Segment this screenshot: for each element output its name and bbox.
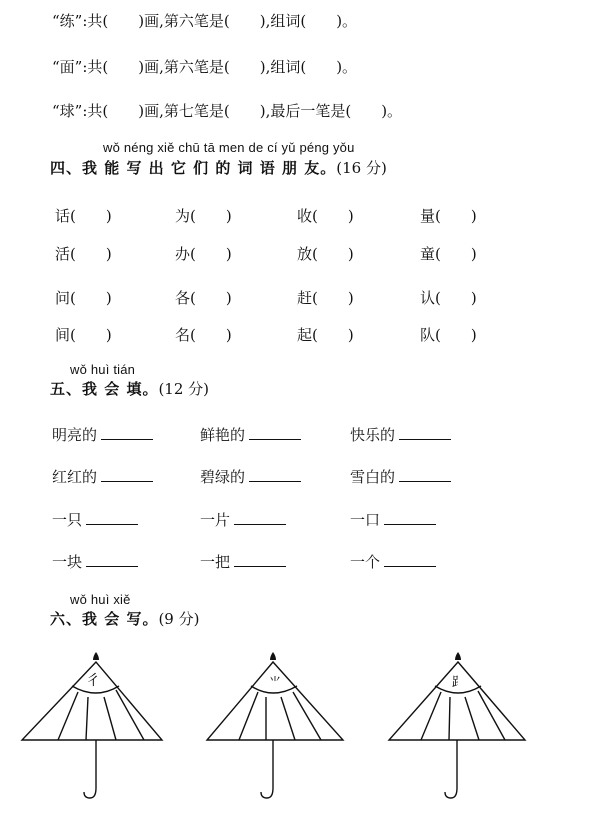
section6-pinyin: wǒ huì xiě xyxy=(70,592,131,607)
fill-label: 一只 xyxy=(52,511,83,529)
fill-item xyxy=(200,424,301,445)
word-cell: 队( ) xyxy=(420,326,477,344)
fill-item xyxy=(200,466,301,487)
fill-item xyxy=(350,509,436,530)
fill-label: 碧绿的 xyxy=(200,468,246,486)
fill-blank[interactable] xyxy=(101,427,153,440)
stroke-question-3: “球”:共( )画,第七笔是( ),最后一笔是( )。 xyxy=(52,102,403,120)
fill-blank[interactable] xyxy=(399,427,451,440)
fill-item xyxy=(52,466,153,487)
word-cell: 认( ) xyxy=(420,289,477,307)
section6-title-text: 六、我 会 写。 xyxy=(50,610,159,628)
stroke-question-2: “面”:共( )画,第六笔是( ),组词( )。 xyxy=(52,58,358,76)
fill-item xyxy=(52,509,138,530)
fill-item xyxy=(52,551,138,572)
fill-blank[interactable] xyxy=(234,512,286,525)
section4-title-text: 四、我 能 写 出 它 们 的 词 语 朋 友。 xyxy=(50,159,337,177)
word-cell: 童( ) xyxy=(420,245,477,263)
word-cell: 赶( ) xyxy=(297,289,354,307)
section6-points: (9 分) xyxy=(158,610,200,628)
fill-blank[interactable] xyxy=(384,512,436,525)
fill-item xyxy=(350,551,436,572)
section4-points: (16 分) xyxy=(336,159,387,177)
fill-label: 明亮的 xyxy=(52,426,98,444)
section4-pinyin: wǒ néng xiě chū tā men de cí yǔ péng yǒu xyxy=(103,140,355,155)
fill-label: 一口 xyxy=(350,511,381,529)
word-cell: 间( ) xyxy=(55,326,112,344)
fill-label: 一片 xyxy=(200,511,231,529)
word-cell: 起( ) xyxy=(297,326,354,344)
fill-item xyxy=(200,509,286,530)
umbrella-3 xyxy=(383,650,533,815)
section5-pinyin: wǒ huì tián xyxy=(70,362,136,377)
umbrella-2 xyxy=(203,650,353,815)
word-cell: 办( ) xyxy=(175,245,232,263)
word-cell: 问( ) xyxy=(55,289,112,307)
fill-blank[interactable] xyxy=(86,554,138,567)
fill-label: 一块 xyxy=(52,553,83,571)
word-cell: 放( ) xyxy=(297,245,354,263)
umbrella-1 xyxy=(16,650,166,815)
umbrella-2-radical: ⺌ xyxy=(268,675,282,689)
fill-label: 雪白的 xyxy=(350,468,396,486)
word-cell: 话( ) xyxy=(55,207,112,225)
section5-points: (12 分) xyxy=(158,380,210,398)
fill-item xyxy=(350,424,451,445)
fill-label: 一个 xyxy=(350,553,381,571)
fill-blank[interactable] xyxy=(399,469,451,482)
word-cell: 量( ) xyxy=(420,207,477,225)
fill-label: 红红的 xyxy=(52,468,98,486)
word-cell: 活( ) xyxy=(55,245,112,263)
fill-blank[interactable] xyxy=(249,427,301,440)
fill-blank[interactable] xyxy=(249,469,301,482)
fill-item xyxy=(200,551,286,572)
fill-item xyxy=(350,466,451,487)
word-cell: 收( ) xyxy=(297,207,354,225)
fill-blank[interactable] xyxy=(86,512,138,525)
fill-blank[interactable] xyxy=(234,554,286,567)
section4-title xyxy=(50,157,387,178)
word-cell: 为( ) xyxy=(175,207,232,225)
fill-blank[interactable] xyxy=(384,554,436,567)
section5-title-text: 五、我 会 填。 xyxy=(50,380,159,398)
fill-blank[interactable] xyxy=(101,469,153,482)
fill-item xyxy=(52,424,153,445)
fill-label: 快乐的 xyxy=(350,426,396,444)
umbrella-1-radical: 彳 xyxy=(86,673,100,689)
section5-title xyxy=(50,378,209,399)
section6-title xyxy=(50,608,199,629)
word-cell: 各( ) xyxy=(175,289,232,307)
umbrella-3-radical: ⻊ xyxy=(451,675,465,690)
word-cell: 名( ) xyxy=(175,326,232,344)
stroke-question-1: “练”:共( )画,第六笔是( ),组词( )。 xyxy=(52,12,358,30)
fill-label: 鲜艳的 xyxy=(200,426,246,444)
fill-label: 一把 xyxy=(200,553,231,571)
